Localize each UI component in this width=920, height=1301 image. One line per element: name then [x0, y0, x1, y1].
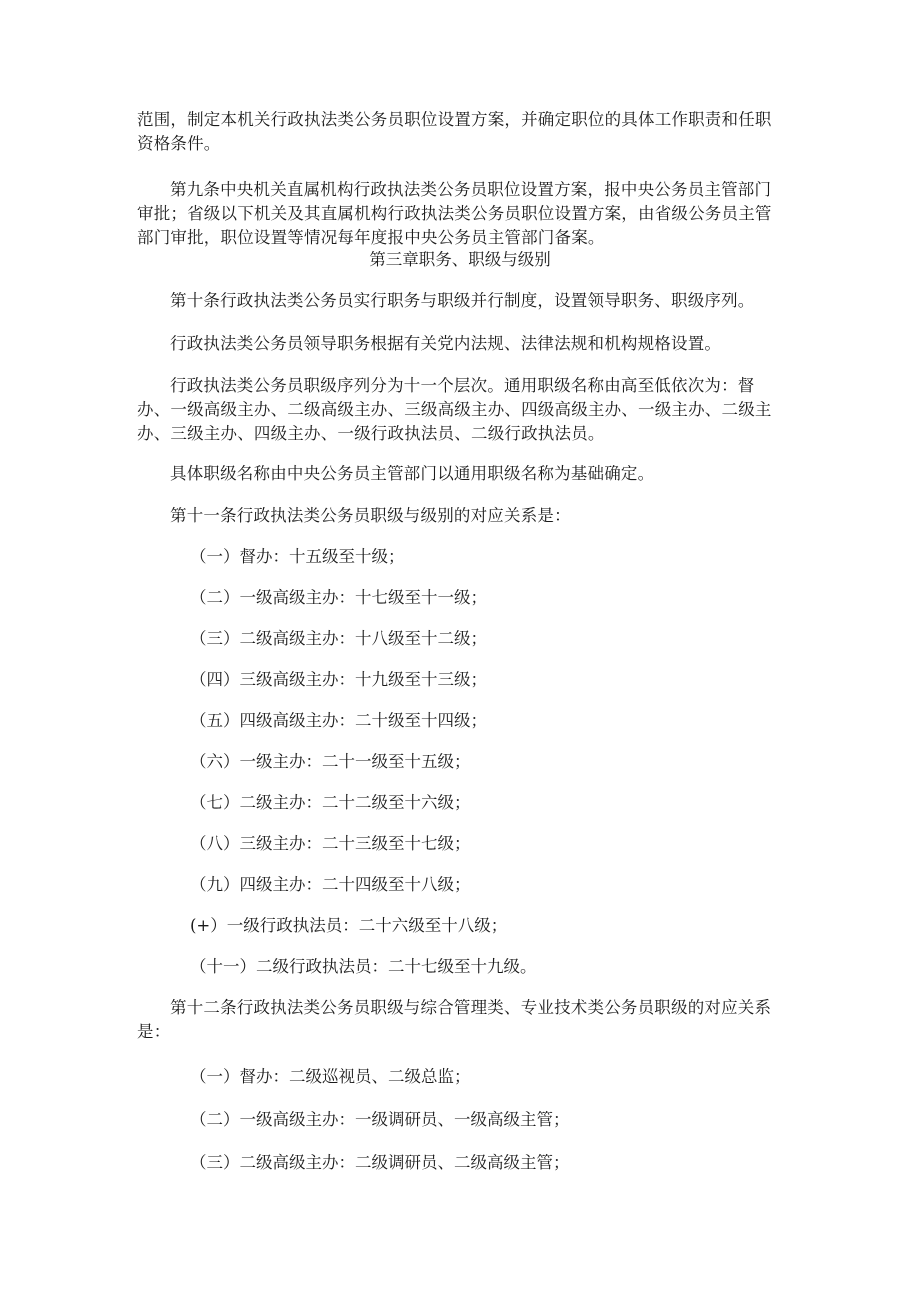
- list-item: （二）一级高级主办：一级调研员、一级高级主管；: [190, 1110, 570, 1129]
- list-item: （三）二级高级主办：二级调研员、二级高级主管；: [190, 1153, 570, 1172]
- list-item: （三）二级高级主办：十八级至十二级；: [190, 629, 487, 648]
- list-item: （六）一级主办：二十一级至十五级；: [190, 752, 471, 771]
- paragraph-rank-sequence: 行政执法类公务员职级序列分为十一个层次。通用职级名称由高至低依次为：督办、一级高级主办、二级高级主办、三级高级主办、四级高级主办、一级主办、二级主办、三级主办、四级主办、一级行政执法员、二级行政执法员。: [137, 376, 772, 443]
- paragraph-rank-names: 具体职级名称由中央公务员主管部门以通用职级名称为基础确定。: [170, 464, 655, 483]
- paragraph-article-11: 第十一条行政执法类公务员职级与级别的对应关系是：: [170, 506, 571, 525]
- list-item: （八）三级主办：二十三级至十七级；: [190, 834, 471, 853]
- chapter-heading: 第三章职务、职级与级别: [369, 250, 551, 269]
- list-item: （一）督办：二级巡视员、二级总监；: [190, 1067, 471, 1086]
- list-item: （一）督办：十五级至十级；: [190, 547, 405, 566]
- paragraph-article-12: 第十二条行政执法类公务员职级与综合管理类、专业技术类公务员职级的对应关系是：: [137, 998, 772, 1041]
- paragraph-scope: 范围，制定本机关行政执法类公务员职位设置方案，并确定职位的具体工作职责和任职资格条件。: [137, 110, 772, 153]
- paragraph-article-9: 第九条中央机关直属机构行政执法类公务员职位设置方案，报中央公务员主管部门审批；省级以下机关及其直属机构行政执法类公务员职位设置方案，由省级公务员主管部门审批，职位设置等情况每年度报中央公务员主管部门备案。: [137, 180, 772, 247]
- list-item: （二）一级高级主办：十七级至十一级；: [190, 588, 487, 607]
- list-item: （四）三级高级主办：十九级至十三级；: [190, 670, 487, 689]
- list-item: (+）一级行政执法员：二十六级至十八级；: [190, 916, 508, 935]
- list-item: （十一）二级行政执法员：二十七级至十九级。: [190, 957, 537, 976]
- list-item: （七）二级主办：二十二级至十六级；: [190, 793, 471, 812]
- list-item: （五）四级高级主办：二十级至十四级；: [190, 711, 487, 730]
- paragraph-leadership-positions: 行政执法类公务员领导职务根据有关党内法规、法律法规和机构规格设置。: [170, 334, 722, 353]
- paragraph-article-10: 第十条行政执法类公务员实行职务与职级并行制度，设置领导职务、职级序列。: [170, 291, 755, 310]
- list-item: （九）四级主办：二十四级至十八级；: [190, 875, 471, 894]
